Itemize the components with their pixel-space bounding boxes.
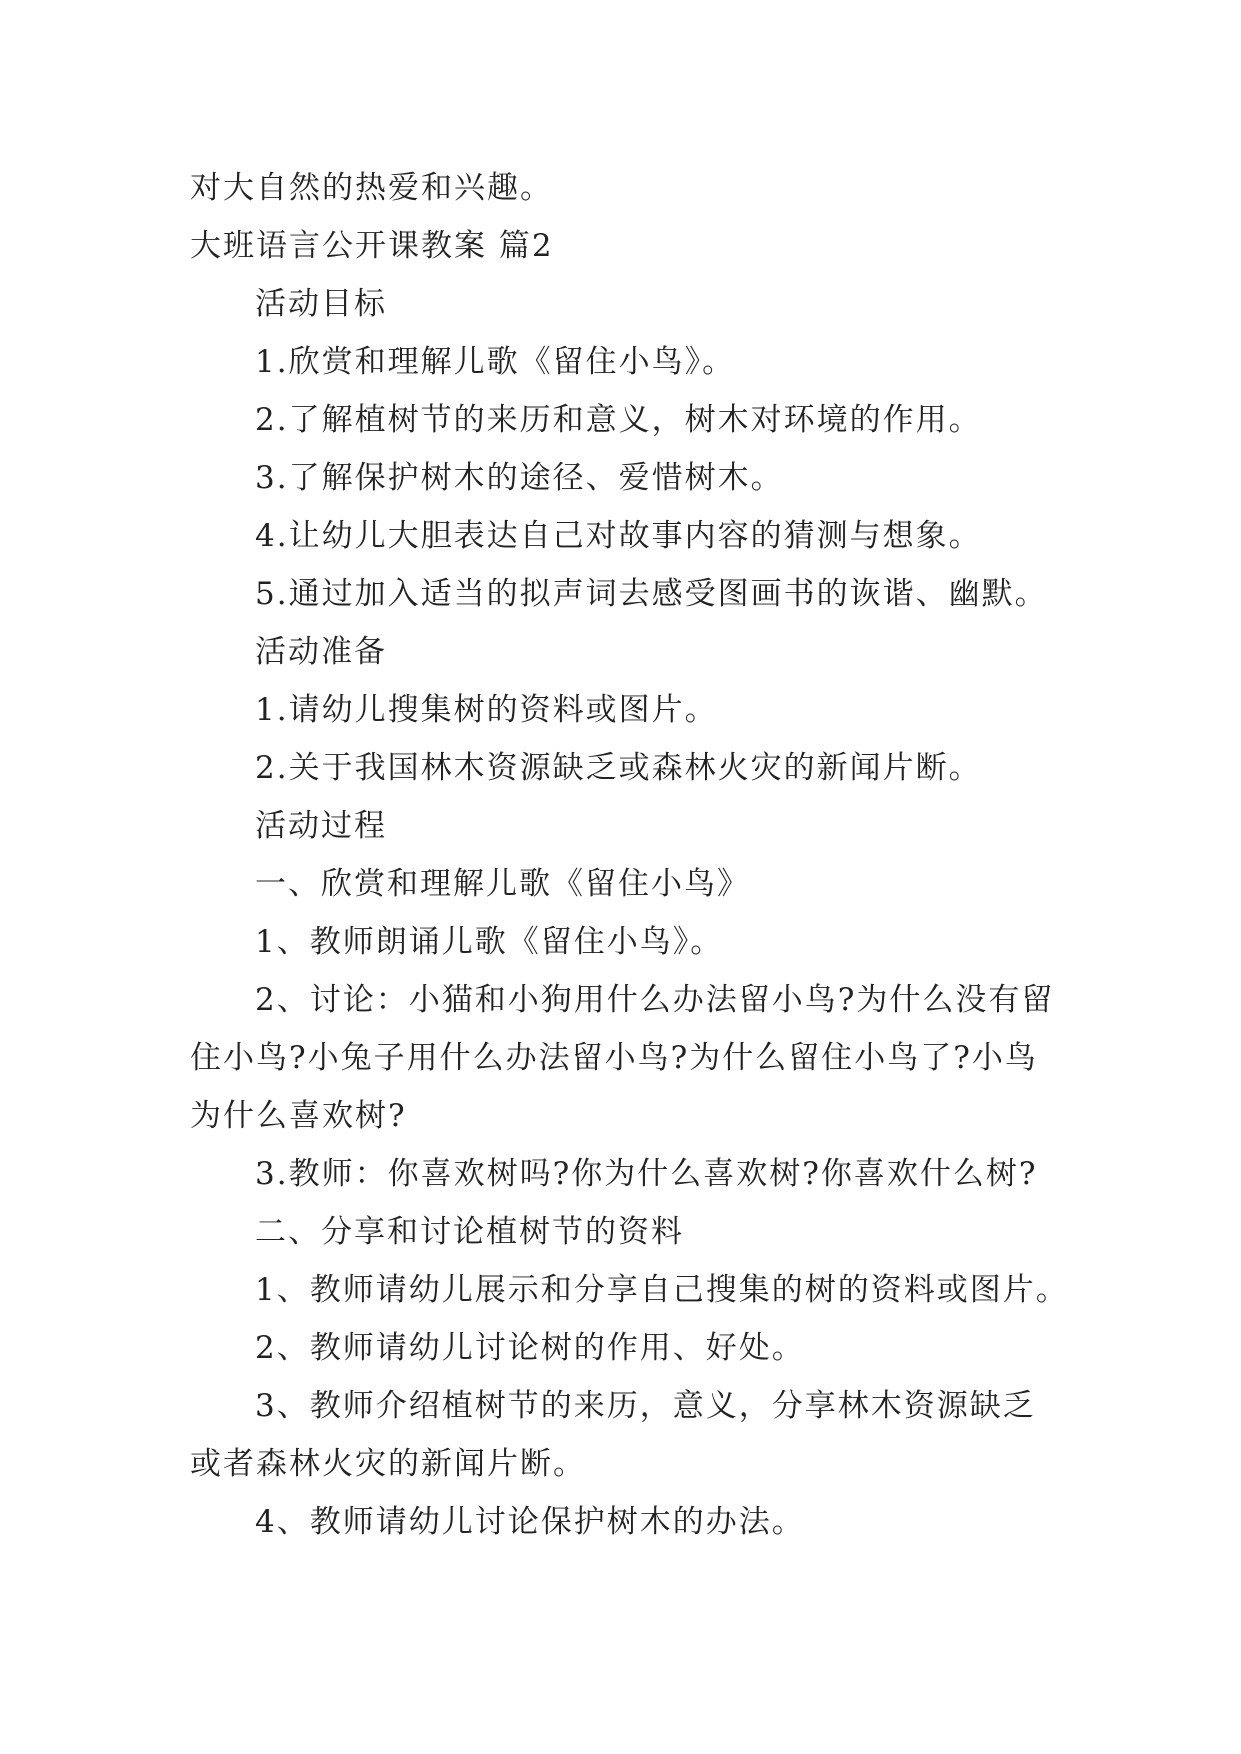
subheading-activity-goals: 活动目标 bbox=[255, 286, 387, 322]
goal-item-4: 4.让幼儿大胆表达自己对故事内容的猜测与想象。 bbox=[255, 518, 982, 554]
subheading-activity-preparation: 活动准备 bbox=[255, 634, 387, 670]
process-step: 1、教师朗诵儿歌《留住小鸟》。 bbox=[255, 924, 724, 960]
goal-item-2: 2.了解植树节的来历和意义，树木对环境的作用。 bbox=[255, 402, 982, 438]
process-step: 3、教师介绍植树节的来历，意义，分享林木资源缺乏 bbox=[255, 1388, 1036, 1424]
text-line-continuation: 对大自然的热爱和兴趣。 bbox=[190, 170, 553, 206]
process-step-continuation: 为什么喜欢树? bbox=[190, 1098, 407, 1134]
subheading-activity-process: 活动过程 bbox=[255, 808, 387, 844]
process-step-continuation: 或者森林火灾的新闻片断。 bbox=[190, 1446, 586, 1482]
process-step: 2、教师请幼儿讨论树的作用、好处。 bbox=[255, 1330, 805, 1366]
preparation-item-1: 1.请幼儿搜集树的资料或图片。 bbox=[255, 692, 718, 728]
process-part-2-heading: 二、分享和讨论植树节的资料 bbox=[255, 1214, 684, 1250]
process-step: 1、教师请幼儿展示和分享自己搜集的树的资料或图片。 bbox=[255, 1272, 1069, 1308]
section-heading: 大班语言公开课教案 篇2 bbox=[190, 228, 554, 264]
goal-item-1: 1.欣赏和理解儿歌《留住小鸟》。 bbox=[255, 344, 736, 380]
process-step: 3.教师：你喜欢树吗?你为什么喜欢树?你喜欢什么树? bbox=[255, 1156, 1038, 1192]
goal-item-5: 5.通过加入适当的拟声词去感受图画书的诙谐、幽默。 bbox=[255, 576, 1048, 612]
process-step: 2、讨论：小猫和小狗用什么办法留小鸟?为什么没有留 bbox=[255, 982, 1055, 1018]
process-step: 4、教师请幼儿讨论保护树木的办法。 bbox=[255, 1504, 805, 1540]
process-part-1-heading: 一、欣赏和理解儿歌《留住小鸟》 bbox=[255, 866, 750, 902]
process-step-continuation: 住小鸟?小兔子用什么办法留小鸟?为什么留住小鸟了?小鸟 bbox=[190, 1040, 1038, 1076]
goal-item-3: 3.了解保护树木的途径、爱惜树木。 bbox=[255, 460, 784, 496]
preparation-item-2: 2.关于我国林木资源缺乏或森林火灾的新闻片断。 bbox=[255, 750, 982, 786]
